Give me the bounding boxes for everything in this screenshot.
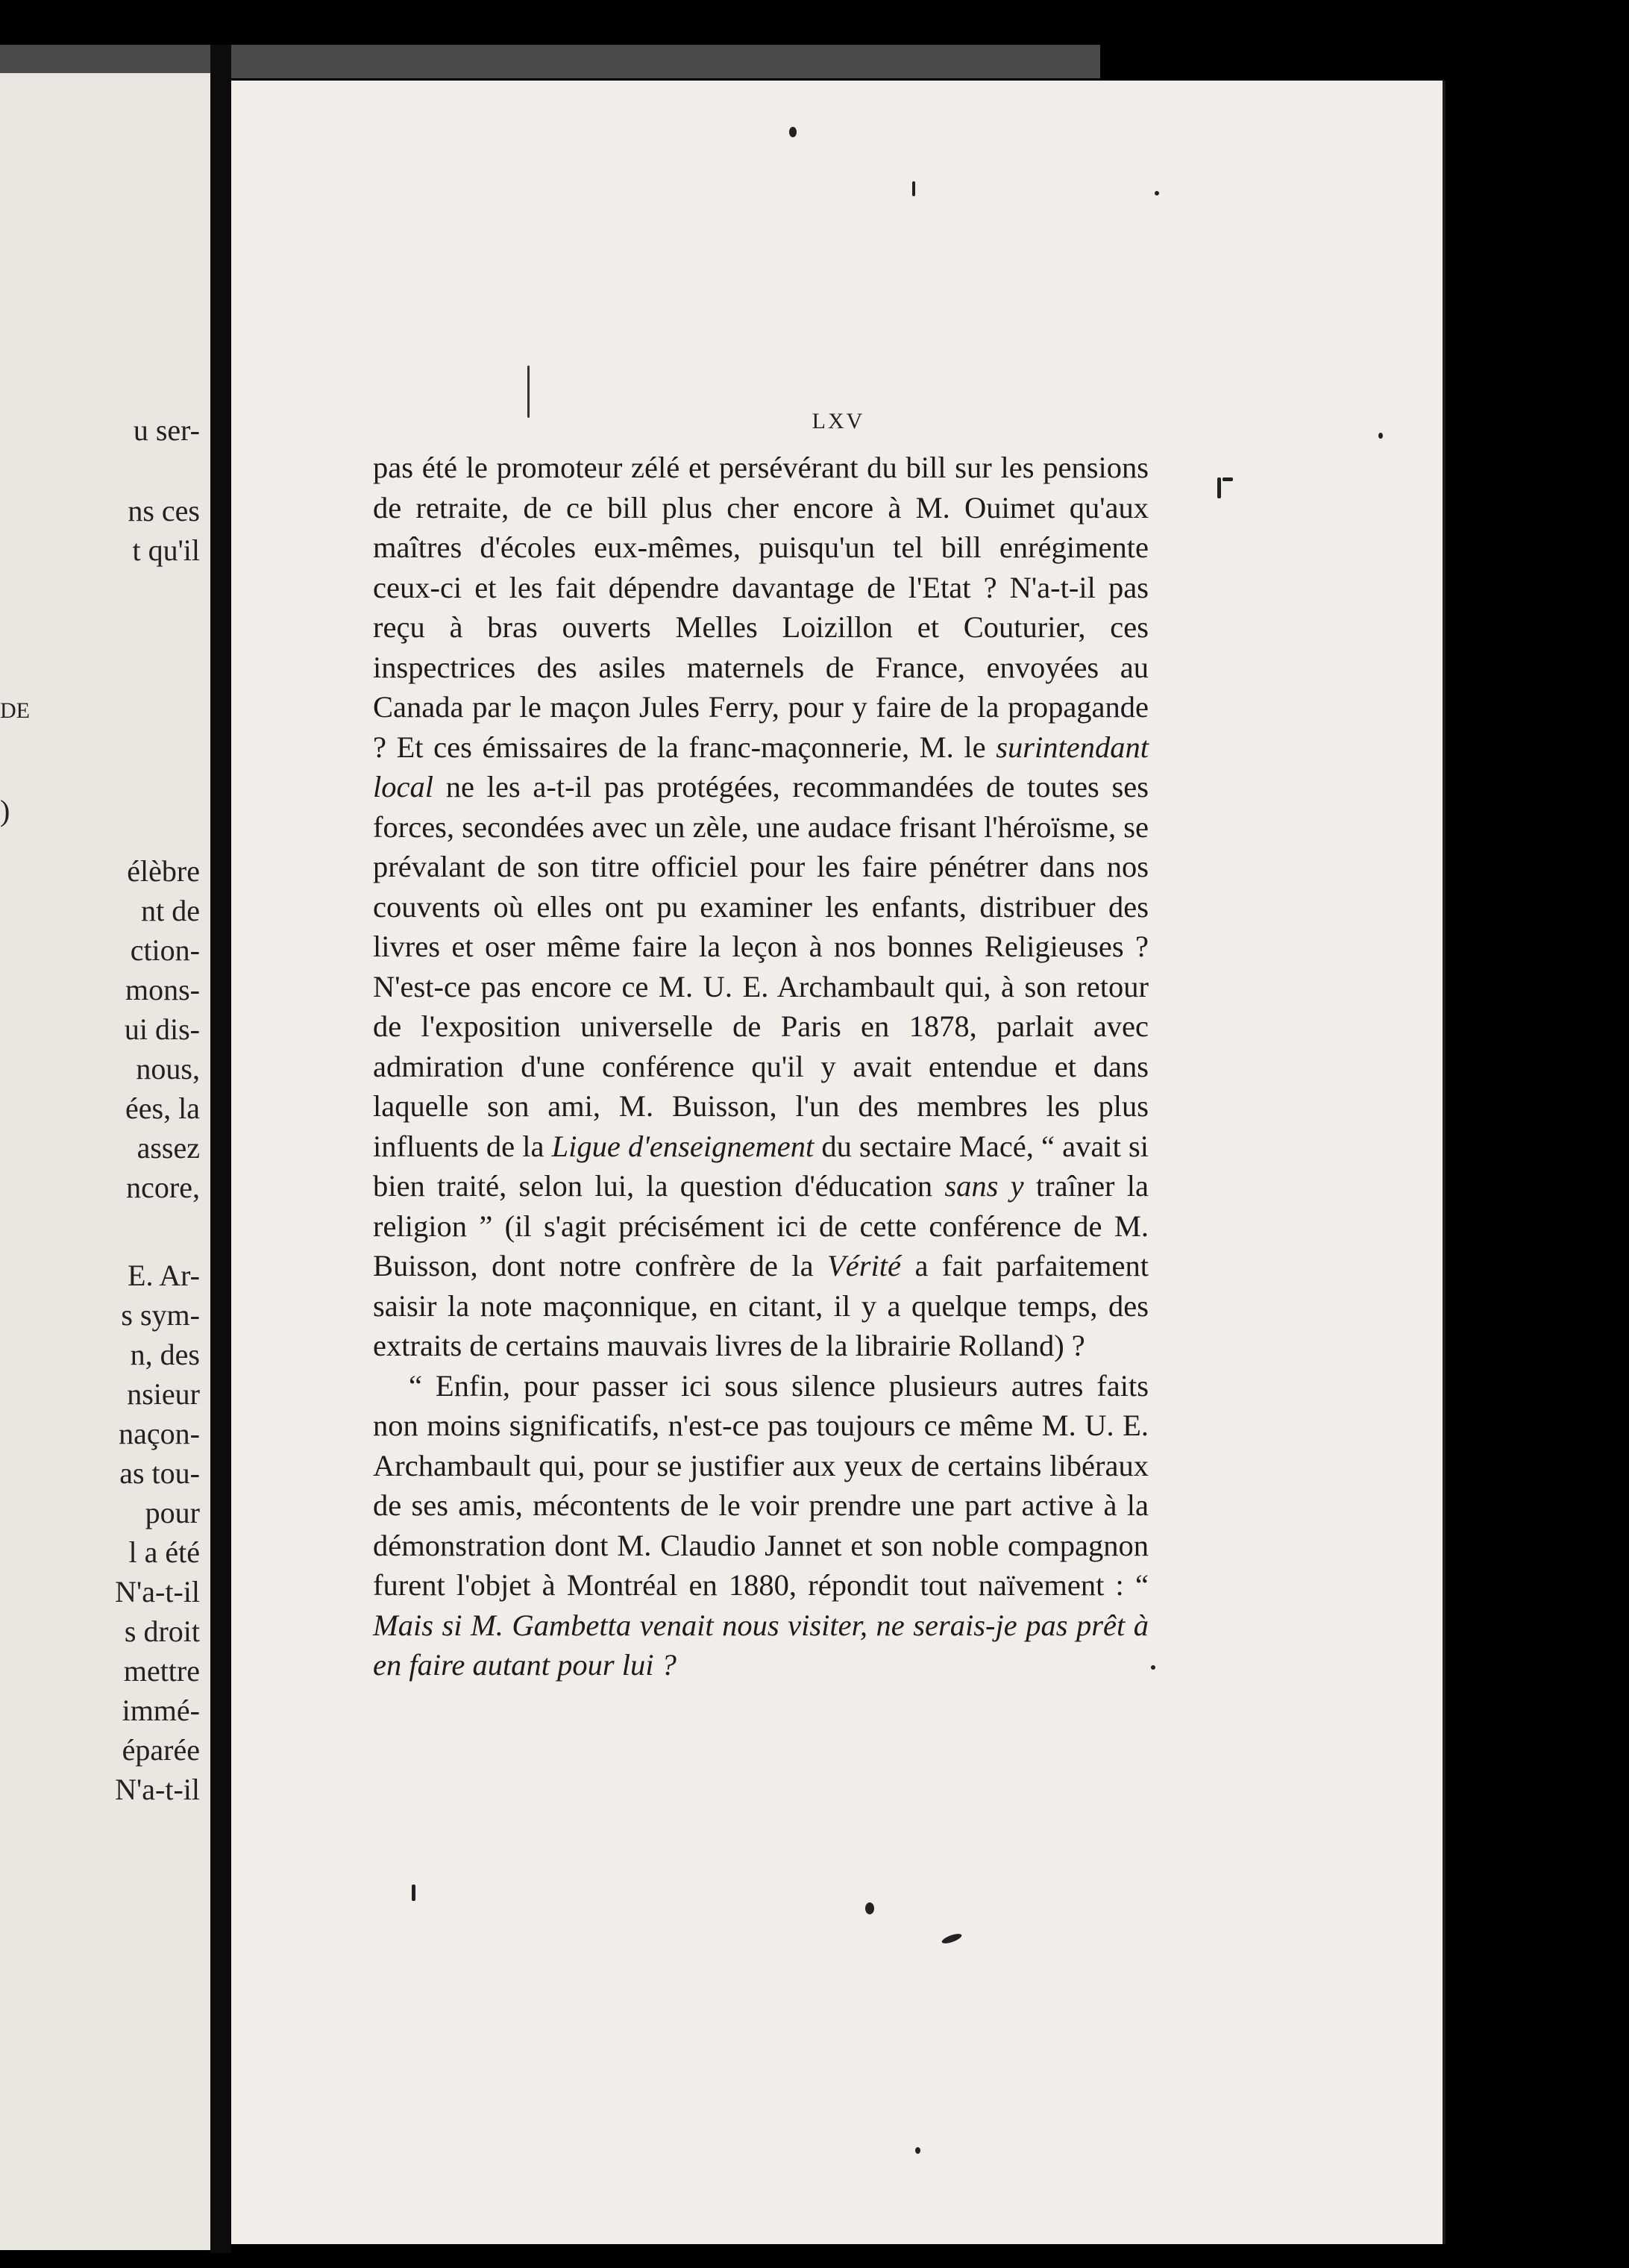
scan-speck (412, 1885, 415, 1901)
paragraph (373, 1366, 1149, 1685)
italic-text-run: Mais si M. Gambetta venait nous visiter, ne serais-je pas prêt à en faire autant pour lui ? (373, 1608, 1149, 1682)
left-page-fragment: ui dis- (124, 1012, 200, 1046)
left-page-fragment: t qu'il (132, 533, 200, 567)
left-page-fragment: as tou- (119, 1456, 200, 1490)
italic-text-run: Vérité (827, 1249, 901, 1282)
text-run: pas été le promoteur zélé et persévérant du bill sur les pensions de retraite, de ce bill plus cher encore à M. Ouimet qu'aux maîtres d'écoles eux-mêmes, puisqu'un tel bill enrégimente ceux-ci et les fait dépendre davantage de l'Etat ? N'a-t-il pas reçu à bras ouverts Melles Loizillon et Couturier, ces inspectrices des asiles maternels de France, envoyées au Canada par le maçon Jules Ferry, pour y faire de la propagande ? Et ces émissaires de la franc-maçonnerie, M. le (373, 451, 1149, 764)
scan-speck (941, 1932, 962, 1945)
left-page-fragment: naçon- (119, 1417, 200, 1450)
left-page-fragment: pour (145, 1496, 200, 1529)
left-page-fragment: nt de (141, 894, 200, 927)
left-facing-page (0, 73, 210, 2250)
main-page (231, 81, 1446, 2244)
scan-speck (527, 366, 530, 418)
italic-text-run: surintendant local (373, 730, 1149, 803)
body-text (373, 448, 1149, 1685)
book-gutter (210, 45, 231, 2253)
left-page-fragment: mettre (123, 1654, 200, 1688)
text-run: traîner la religion ” (il s'agit précisément ici de cette conférence de M. Buisson, dont notre confrère de la (373, 1169, 1149, 1282)
left-page-fragment: ction- (130, 933, 200, 967)
page-number: LXV (812, 409, 865, 433)
scan-speck (1222, 477, 1233, 481)
left-page-fragment: N'a-t-il (115, 1773, 200, 1806)
scan-speck (1378, 433, 1383, 439)
left-page-fragment: n, des (130, 1338, 200, 1371)
scan-speck (1217, 477, 1221, 498)
scan-speck (865, 1902, 874, 1914)
italic-text-run: Ligue d'enseignement (551, 1129, 814, 1163)
left-page-fragment: s droit (124, 1614, 200, 1648)
left-page-fragment: nsieur (127, 1377, 200, 1411)
left-page-fragment: ns ces (128, 494, 200, 527)
left-page-fragment: u ser- (133, 413, 200, 447)
left-page-fragment: s sym- (121, 1298, 200, 1332)
italic-text-run: sans y (944, 1169, 1024, 1203)
scan-speck (912, 181, 915, 196)
text-run: a fait parfaitement saisir la note maçonnique, en citant, il y a quelque temps, des extraits de certains mauvais livres de la librairie Rolland) ? (373, 1249, 1149, 1362)
left-page-fragment: l a été (128, 1535, 200, 1569)
left-page-fragment: nous, (136, 1052, 200, 1086)
text-run: du sectaire Macé, “ avait si bien traité, selon lui, la question d'éducation (373, 1129, 1149, 1203)
left-page-fragment: mons- (125, 973, 200, 1006)
paragraph (373, 448, 1149, 1366)
left-page-fragment: ncore, (126, 1171, 200, 1204)
left-page-fragment: N'a-t-il (115, 1575, 200, 1608)
scan-speck (915, 2147, 920, 2154)
left-page-fragment: immé- (122, 1694, 200, 1727)
left-page-fragment: éparée (122, 1733, 200, 1767)
left-page-fragment: ) (0, 794, 10, 827)
scan-speck (1155, 191, 1159, 195)
left-page-fragment: assez (136, 1131, 200, 1165)
left-page-fragment: DE (0, 698, 30, 723)
text-run: “ Enfin, pour passer ici sous silence plusieurs autres faits non moins significatifs, n'est-ce pas toujours ce même M. U. E. Archambault qui, pour se justifier aux yeux de certains libéraux de ses amis, mécontents de le voir prendre une part active à la démonstration dont M. Claudio Jannet et son noble compagnon furent l'objet à Montréal en 1880, répondit tout naïvement : “ (373, 1368, 1149, 1602)
scan-speck (1151, 1665, 1155, 1670)
scan-speck (789, 127, 797, 137)
left-page-fragment: élèbre (127, 854, 200, 888)
left-page-fragment: E. Ar- (128, 1259, 200, 1292)
text-run: ne les a-t-il pas protégées, recommandées de toutes ses forces, secondées avec un zèle, une audace frisant l'héroïsme, se prévalant de son titre officiel pour les faire pénétrer dans nos couvents où elles ont pu examiner les enfants, distribuer des livres et oser même faire la leçon à nos bonnes Religieuses ? N'est-ce pas encore ce M. U. E. Archambault qui, à son retour de l'exposition universelle de Paris en 1878, parlait avec admiration d'une conférence qu'il y avait entendue et dans laquelle son ami, M. Buisson, l'un des membres les plus influents de la (373, 770, 1149, 1163)
left-page-fragment: ées, la (125, 1091, 200, 1125)
